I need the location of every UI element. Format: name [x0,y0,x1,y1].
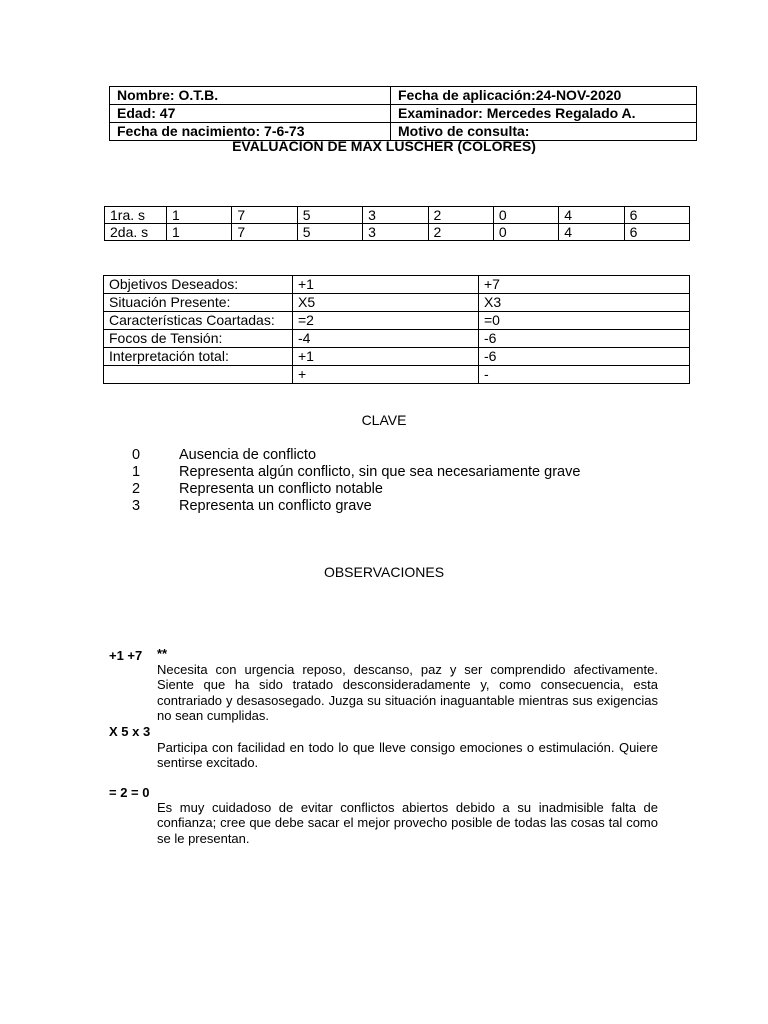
patient-info-table [109,86,697,141]
row-label [104,366,293,384]
table-cell: 5 [297,207,362,224]
table-cell: 2 [428,207,493,224]
observation-label: X 5 x 3 [109,724,151,739]
table-row [105,224,690,241]
birth-date: Fecha de nacimiento: 7-6-73 [110,123,391,141]
table-row [104,312,690,330]
row-label: Focos de Tensión: [104,330,293,348]
observation-text: Es muy cuidadoso de evitar conflictos abiertos debido a su inadmisible falta de confianza; cree que debe sacar el mejor provecho posible de todas las cosas tal como se le presentan. [157,800,658,846]
table-cell: 4 [559,224,624,241]
observation-text: Necesita con urgencia reposo, descanso, paz y ser comprendido afectivamente. Siente que ha sido tratado desconsideradamente y, como consecuencia, esta contrariado y desasosegado. Juzga su situación inaguantable mientras sus exigencias no sean cumplidas. [157,662,658,724]
table-row [105,207,690,224]
table-row [104,294,690,312]
table-cell: 5 [297,224,362,241]
observation-text: Participa con facilidad en todo lo que lleve consigo emociones o estimulación. Quiere sentirse excitado. [157,740,658,771]
table-cell: 0 [493,207,558,224]
observation-label: = 2 = 0 [109,785,150,800]
table-cell: 3 [363,224,428,241]
table-row [104,348,690,366]
key-text: Representa un conflicto grave [179,498,372,514]
table-cell: 7 [232,207,297,224]
table-cell: =0 [479,312,690,330]
table-cell: +1 [293,276,479,294]
row-label: Situación Presente: [104,294,293,312]
row-label: Interpretación total: [104,348,293,366]
table-cell: 1 [167,207,232,224]
table-cell: 0 [493,224,558,241]
observations-title: OBSERVACIONES [323,564,445,580]
key-number: 0 [132,447,141,463]
key-number: 2 [132,481,141,497]
consultation-reason: Motivo de consulta: [391,123,697,141]
patient-age: Edad: 47 [110,105,391,123]
row-label: Objetivos Deseados: [104,276,293,294]
table-cell: -6 [479,348,690,366]
table-cell: 1 [167,224,232,241]
table-cell: 6 [624,207,689,224]
row-label: Características Coartadas: [104,312,293,330]
table-row [104,276,690,294]
color-series-table [104,206,690,241]
key-text: Ausencia de conflicto [179,447,317,463]
key-text: Representa algún conflicto, sin que sea necesariamente grave [179,464,581,480]
table-cell: 7 [232,224,297,241]
key-number: 3 [132,498,141,514]
table-cell: +1 [293,348,479,366]
table-cell: -6 [479,330,690,348]
table-cell: X3 [479,294,690,312]
patient-name: Nombre: O.T.B. [110,87,391,105]
observation-label: +1 +7 [109,648,143,663]
application-date: Fecha de aplicación:24-NOV-2020 [391,87,697,105]
table-cell: - [479,366,690,384]
table-cell: -4 [293,330,479,348]
series-label: 2da. s [105,224,167,241]
table-cell: =2 [293,312,479,330]
table-cell: X5 [293,294,479,312]
table-row [104,330,690,348]
examiner: Examinador: Mercedes Regalado A. [391,105,697,123]
table-row [110,87,697,105]
key-text: Representa un conflicto notable [179,481,383,497]
interpretation-table [103,275,690,384]
table-cell: +7 [479,276,690,294]
table-cell: 4 [559,207,624,224]
table-cell: 3 [363,207,428,224]
table-cell: 2 [428,224,493,241]
table-cell: 6 [624,224,689,241]
series-label: 1ra. s [105,207,167,224]
table-row [110,105,697,123]
key-number: 1 [132,464,141,480]
table-row [104,366,690,384]
page-title: EVALUACION DE MAX LUSCHER (COLORES) [232,138,536,154]
key-title: CLAVE [361,412,407,428]
observation-marker: ** [157,646,168,661]
table-cell: + [293,366,479,384]
